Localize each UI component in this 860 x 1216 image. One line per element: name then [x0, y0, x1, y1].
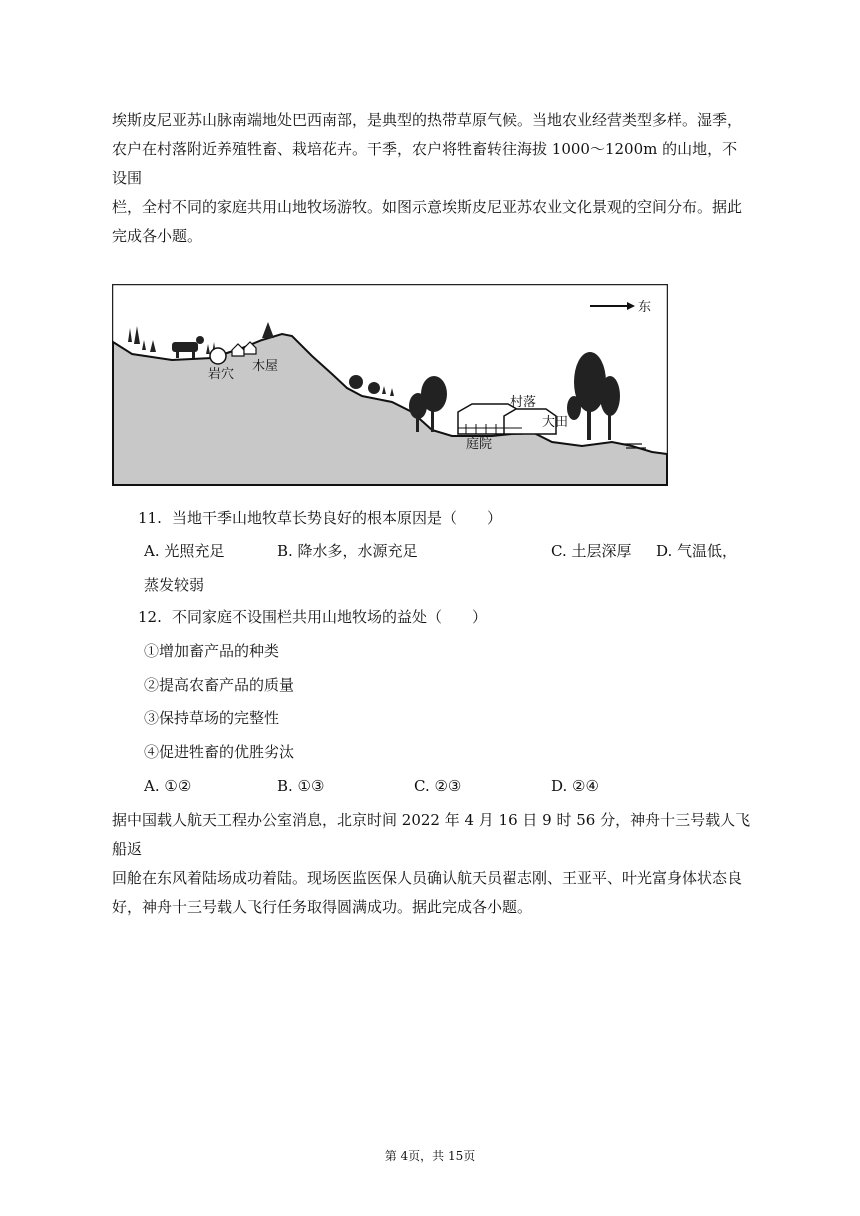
label-field: 大田 [542, 415, 569, 430]
q11-option-c: C. 土层深厚 [551, 542, 632, 560]
question-11-stem [138, 508, 502, 528]
direction-label: 东 [638, 300, 652, 315]
q12-item: ②提高农畜产品的质量 [144, 676, 295, 694]
question-number: 11. [138, 509, 162, 527]
cave [210, 348, 226, 364]
question-12-stem [138, 607, 487, 627]
q12-item: ③保持草场的完整性 [144, 709, 280, 727]
question-text: 当地干季山地牧草长势良好的根本原因是（ ） [172, 509, 503, 527]
label-cave: 岩穴 [208, 367, 235, 382]
q12-option-d: D. ②④ [551, 777, 599, 795]
q11-option-d: D. 气温低， [656, 542, 738, 560]
q12-option-b: B. ①③ [277, 777, 325, 795]
q11-option-d-continued: 蒸发较弱 [144, 576, 205, 594]
label-village: 村落 [510, 395, 537, 410]
q11-option-b: B. 降水多，水源充足 [277, 542, 418, 560]
label-hut: 木屋 [252, 359, 279, 374]
q12-option-a: A. ①② [144, 777, 192, 795]
q12-option-c: C. ②③ [414, 777, 462, 795]
q12-item: ④促进牲畜的优胜劣汰 [144, 743, 295, 761]
label-courtyard: 庭院 [466, 437, 493, 452]
question-text: 不同家庭不设围栏共用山地牧场的益处（ ） [172, 608, 488, 626]
q11-option-a: A. 光照充足 [144, 542, 225, 560]
question-number: 12. [138, 608, 162, 626]
passage-line: 回舱在东风着陆场成功着陆。现场医监医保人员确认航天员翟志刚、王亚平、叶光富身体状态良 [112, 869, 743, 887]
passage-line: 完成各小题。 [112, 227, 203, 245]
passage-line: 农户在村落附近养殖牲畜、栽培花卉。干季，农户将牲畜转往海拔 1000～1200m 的山地，不设围 [112, 140, 738, 187]
passage-line: 好，神舟十三号载人飞行任务取得圆满成功。据此完成各小题。 [112, 898, 533, 916]
passage-intro [112, 106, 752, 251]
q12-item: ①增加畜产品的种类 [144, 642, 280, 660]
landscape-figure [112, 284, 668, 486]
passage-shenzhou [112, 806, 752, 922]
passage-line: 埃斯皮尼亚苏山脉南端地处巴西南部，是典型的热带草原气候。当地农业经营类型多样。湿季， [112, 111, 743, 129]
page-footer: 第 4页，共 15页 [384, 1149, 476, 1163]
passage-line: 栏，全村不同的家庭共用山地牧场游牧。如图示意埃斯皮尼亚苏农业文化景观的空间分布。据此 [112, 198, 743, 216]
passage-line: 据中国载人航天工程办公室消息，北京时间 2022 年 4 月 16 日 9 时 56 分，神舟十三号载人飞船返 [112, 811, 751, 858]
landscape-cross-section [112, 284, 668, 486]
